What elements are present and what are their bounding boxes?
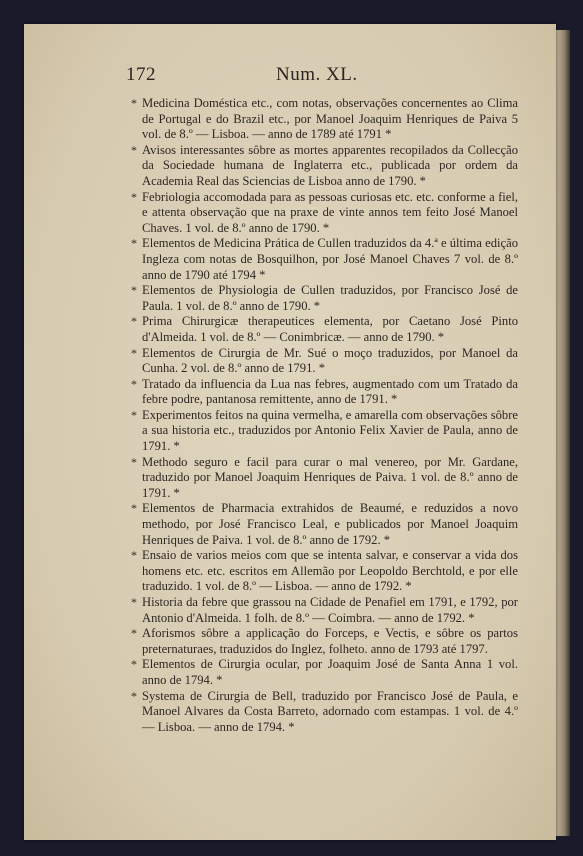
- asterisk-icon: *: [131, 501, 137, 516]
- entry-text: Ensaio de varios meios com que se intenta salvar, e conservar a vida dos homens etc. etc. escritos em Allemão por Leopoldo Berchtold, e por elle traduzido. 1 vol. de 8.º — Lisboa. — anno de 1792. *: [142, 548, 518, 594]
- page-header: [126, 64, 526, 90]
- asterisk-icon: *: [131, 454, 137, 469]
- list-item: [118, 346, 518, 377]
- asterisk-icon: *: [131, 376, 137, 391]
- list-item: [118, 455, 518, 502]
- asterisk-icon: *: [131, 189, 137, 204]
- entry-text: Avisos interessantes sôbre as mortes apparentes recopilados da Collecção da Sociedade humana de Inglaterra etc., publicada por ordem da Academia Real das Sciencias de Lisboa anno de 1790. *: [142, 142, 518, 188]
- list-item: [118, 190, 518, 237]
- asterisk-icon: *: [131, 407, 137, 422]
- asterisk-icon: *: [131, 314, 137, 329]
- asterisk-icon: *: [131, 142, 137, 157]
- entry-text: Elementos de Physiologia de Cullen traduzidos, por Francisco José de Paula. 1 vol. de 8.º anno de 1790. *: [142, 283, 518, 313]
- page-number: 172: [126, 64, 156, 85]
- asterisk-icon: *: [131, 345, 137, 360]
- page-heading: Num. XL.: [276, 64, 358, 85]
- asterisk-icon: *: [131, 688, 137, 703]
- list-item: [118, 236, 518, 283]
- entry-text: Methodo seguro e facil para curar o mal venereo, por Mr. Gardane, traduzido por Manoel Joaquim Henriques de Paiva. 1 vol. de 8.º anno de 1791. *: [142, 454, 518, 500]
- asterisk-icon: *: [131, 657, 137, 672]
- asterisk-icon: *: [131, 96, 137, 110]
- entry-text: Historia da febre que grassou na Cidade de Penafiel em 1791, e 1792, por Antonio d'Almeida. 1 folh. de 8.º — Coimbra. — anno de 1792. *: [142, 595, 518, 625]
- entry-text: Elementos de Medicina Prática de Cullen traduzidos da 4.ª e última edição Ingleza com notas de Bosquilhon, por José Manoel Chaves 7 vol. de 8.º anno de 1790 até 1794 *: [142, 236, 518, 282]
- entry-text: Systema de Cirurgia de Bell, traduzido por Francisco José de Paula, e Manoel Alvares da Costa Barreto, adornado com estampas. 1 vol. de 4.º — Lisboa. — anno de 1794. *: [142, 688, 518, 734]
- entry-text: Tratado da influencia da Lua nas febres, augmentado com um Tratado da febre podre, pantanosa remittente, anno de 1791. *: [142, 376, 518, 407]
- entry-text: Febriologia accomodada para as pessoas curiosas etc. etc. conforme a fiel, e attenta observação que na praxe de vinte annos tem feito José Manoel Chaves. 1 vol. de 8.º anno de 1790. *: [142, 189, 518, 235]
- entry-text: Experimentos feitos na quina vermelha, e amarella com observações sôbre a sua historia etc., traduzidos por Antonio Felix Xavier de Paula, anno de 1791. *: [142, 407, 518, 454]
- list-item: [118, 96, 518, 143]
- entry-text: Aforismos sôbre a applicação do Forceps, e Vectis, e sôbre os partos preternaturaes, traduzidos do Inglez, folheto. anno de 1793 até 1797.: [142, 626, 518, 656]
- entry-text: Prima Chirurgicæ therapeutices elementa, por Caetano José Pinto d'Almeida. 1 vol. de 8.º — Conimbricæ. — anno de 1790. *: [142, 314, 518, 344]
- bibliography-list: [118, 96, 518, 735]
- asterisk-icon: *: [131, 595, 137, 609]
- list-item: [118, 657, 518, 688]
- list-item: [118, 689, 518, 736]
- list-item: [118, 501, 518, 548]
- list-item: [118, 408, 518, 455]
- entry-text: Medicina Doméstica etc., com notas, observações concernentes ao Clima de Portugal e do Brazil etc., por Manoel Joaquim Henriques de Paiva 5 vol. de 8.º — Lisboa. — anno de 1789 até 1791 *: [142, 96, 518, 142]
- entry-text: Elementos de Cirurgia de Mr. Sué o moço traduzidos, por Manoel da Cunha. 2 vol. de 8.º anno de 1791. *: [142, 345, 518, 376]
- list-item: [118, 548, 518, 595]
- list-item: [118, 595, 518, 626]
- list-item: [118, 626, 518, 657]
- list-item: [118, 143, 518, 190]
- asterisk-icon: *: [131, 626, 137, 641]
- asterisk-icon: *: [131, 283, 137, 298]
- entry-text: Elementos de Pharmacia extrahidos de Beaumé, e reduzidos a novo methodo, por José Francisco Leal, e publicados por Manoel Joaquim Henriques de Paiva. 1 vol. de 8.º anno de 1792. *: [142, 501, 518, 547]
- entry-text: Elementos de Cirurgia ocular, por Joaquim José de Santa Anna 1 vol. anno de 1794. *: [142, 657, 518, 687]
- asterisk-icon: *: [131, 548, 137, 563]
- asterisk-icon: *: [131, 236, 137, 251]
- list-item: [118, 314, 518, 345]
- list-item: [118, 377, 518, 408]
- list-item: [118, 283, 518, 314]
- page-edge: [556, 30, 570, 836]
